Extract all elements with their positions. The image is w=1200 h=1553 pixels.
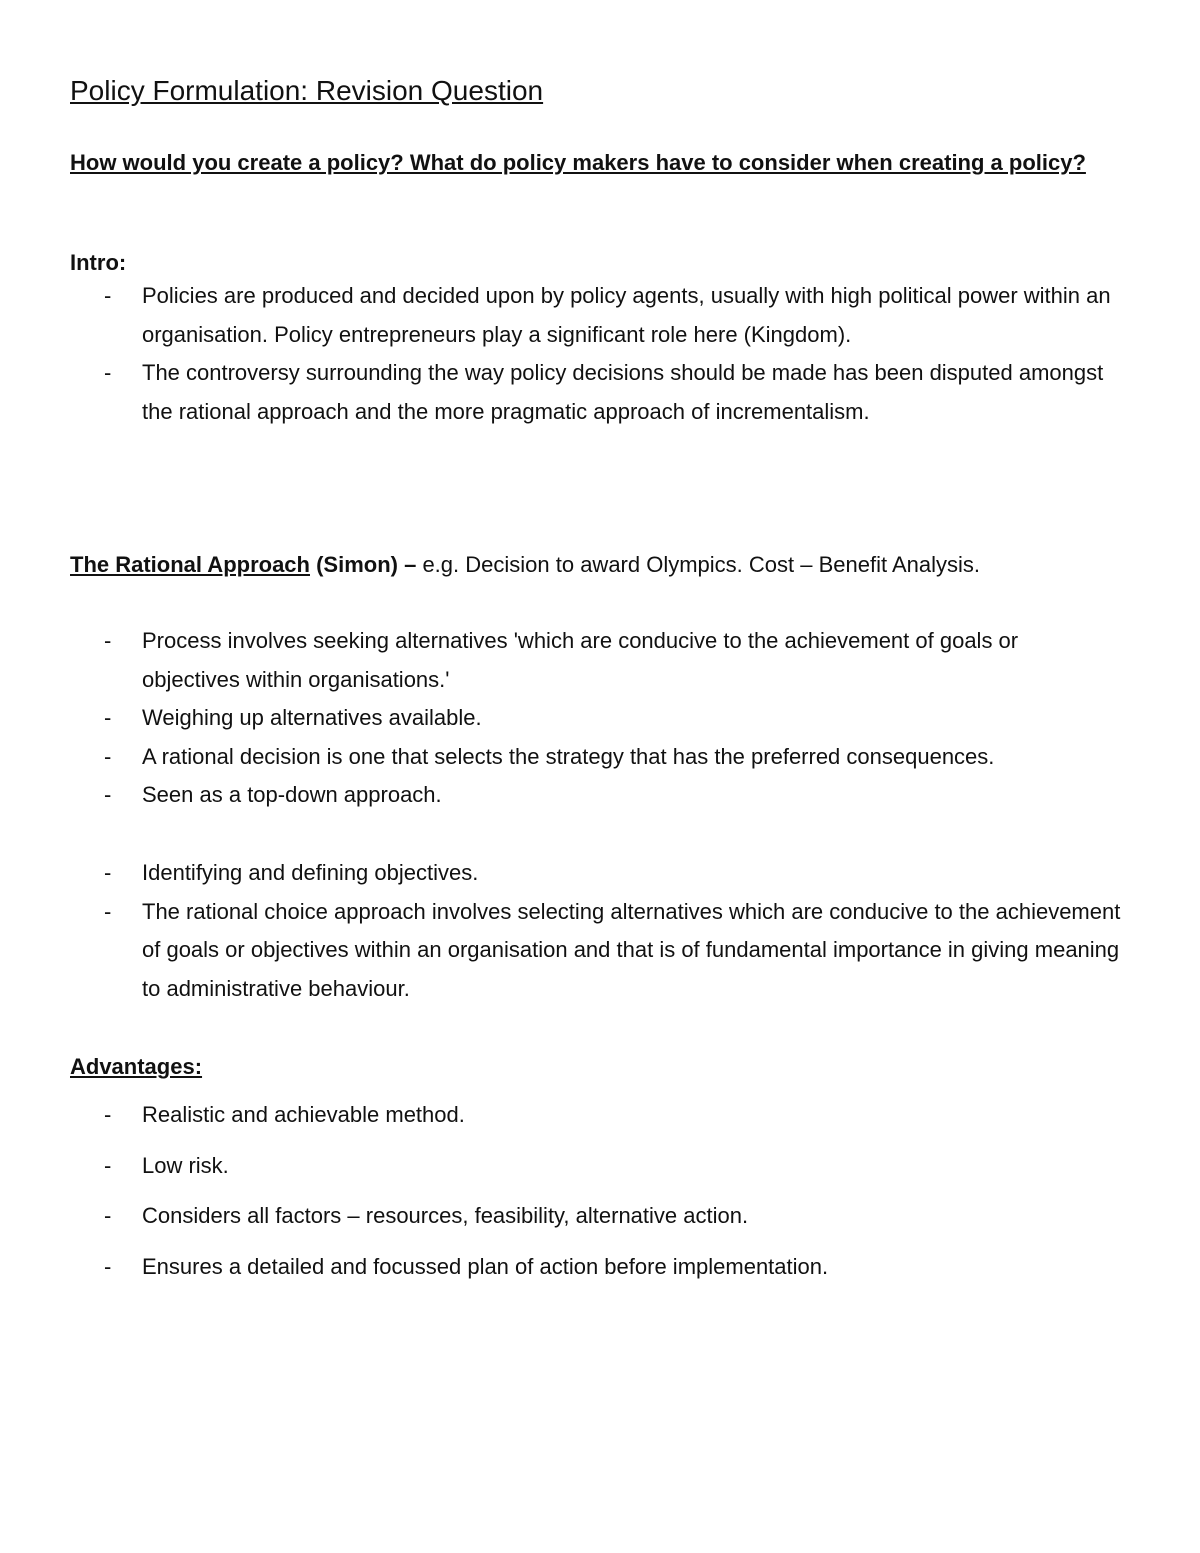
bullet-dash: - [104, 860, 112, 885]
list-item [0, 354, 1122, 431]
list-item-text: Process involves seeking alternatives 'which are conducive to the achievement of goals or objectives within organisations.' [142, 628, 1019, 692]
list-item [0, 738, 1122, 777]
advantages-heading: Advantages: [70, 1054, 203, 1079]
list-item [0, 1147, 1122, 1186]
bullet-dash: - [104, 1203, 112, 1228]
list-item [0, 854, 1122, 893]
bullet-dash: - [104, 782, 112, 807]
bullet-dash: - [104, 360, 112, 385]
list-item [0, 893, 1122, 1009]
list-item [0, 277, 1122, 354]
document-title: Policy Formulation: Revision Question [70, 75, 544, 106]
list-item-text: The rational choice approach involves selecting alternatives which are conducive to the achievement of goals or objectives within an organisation and that is of fundamental importance in giving meaning to administrative behaviour. [142, 898, 1121, 1001]
bullet-dash: - [104, 1253, 112, 1279]
intro-list [0, 277, 1122, 431]
rational-approach-author: (Simon) – [309, 552, 417, 577]
bullet-dash: - [104, 1152, 112, 1178]
bullet-dash: - [104, 283, 112, 308]
list-item [0, 622, 1122, 699]
list-item-text: Identifying and defining objectives. [142, 860, 479, 885]
list-item [0, 1248, 1122, 1287]
bullet-dash: - [104, 628, 112, 653]
list-item [0, 699, 1122, 738]
list-item-text: The controversy surrounding the way policy decisions should be made has been disputed amongst the rational approach and the more pragmatic approach of incrementalism. [142, 360, 1104, 424]
bullet-dash: - [104, 1102, 112, 1127]
rational-list-1 [0, 622, 1122, 815]
list-item-text: Low risk. [142, 1152, 229, 1178]
list-item-text: Policies are produced and decided upon by policy agents, usually with high political power within an organisation. Policy entrepreneurs play a significant role here (Kingdom). [142, 283, 1111, 347]
list-item-text: Ensures a detailed and focussed plan of action before implementation. [142, 1253, 829, 1279]
rational-approach-heading: The Rational Approach [70, 552, 310, 577]
list-item-text: Seen as a top-down approach. [142, 782, 442, 807]
list-item [0, 776, 1122, 815]
bullet-dash: - [104, 705, 112, 730]
list-item [0, 1096, 1122, 1135]
bullet-dash: - [104, 743, 112, 769]
rational-approach-heading-line [70, 548, 980, 582]
intro-heading: Intro: [70, 250, 127, 275]
rational-approach-description: e.g. Decision to award Olympics. Cost – Benefit Analysis. [416, 552, 981, 577]
rational-list-2 [0, 854, 1122, 1008]
list-item [0, 1197, 1122, 1236]
advantages-list [0, 1096, 1122, 1298]
bullet-dash: - [104, 898, 112, 924]
list-item-text: Considers all factors – resources, feasibility, alternative action. [142, 1203, 749, 1228]
list-item-text: Realistic and achievable method. [142, 1102, 465, 1127]
revision-question: How would you create a policy? What do policy makers have to consider when creating a policy? [70, 150, 1086, 175]
list-item-text: A rational decision is one that selects the strategy that has the preferred consequences. [142, 743, 995, 769]
list-item-text: Weighing up alternatives available. [142, 705, 482, 730]
